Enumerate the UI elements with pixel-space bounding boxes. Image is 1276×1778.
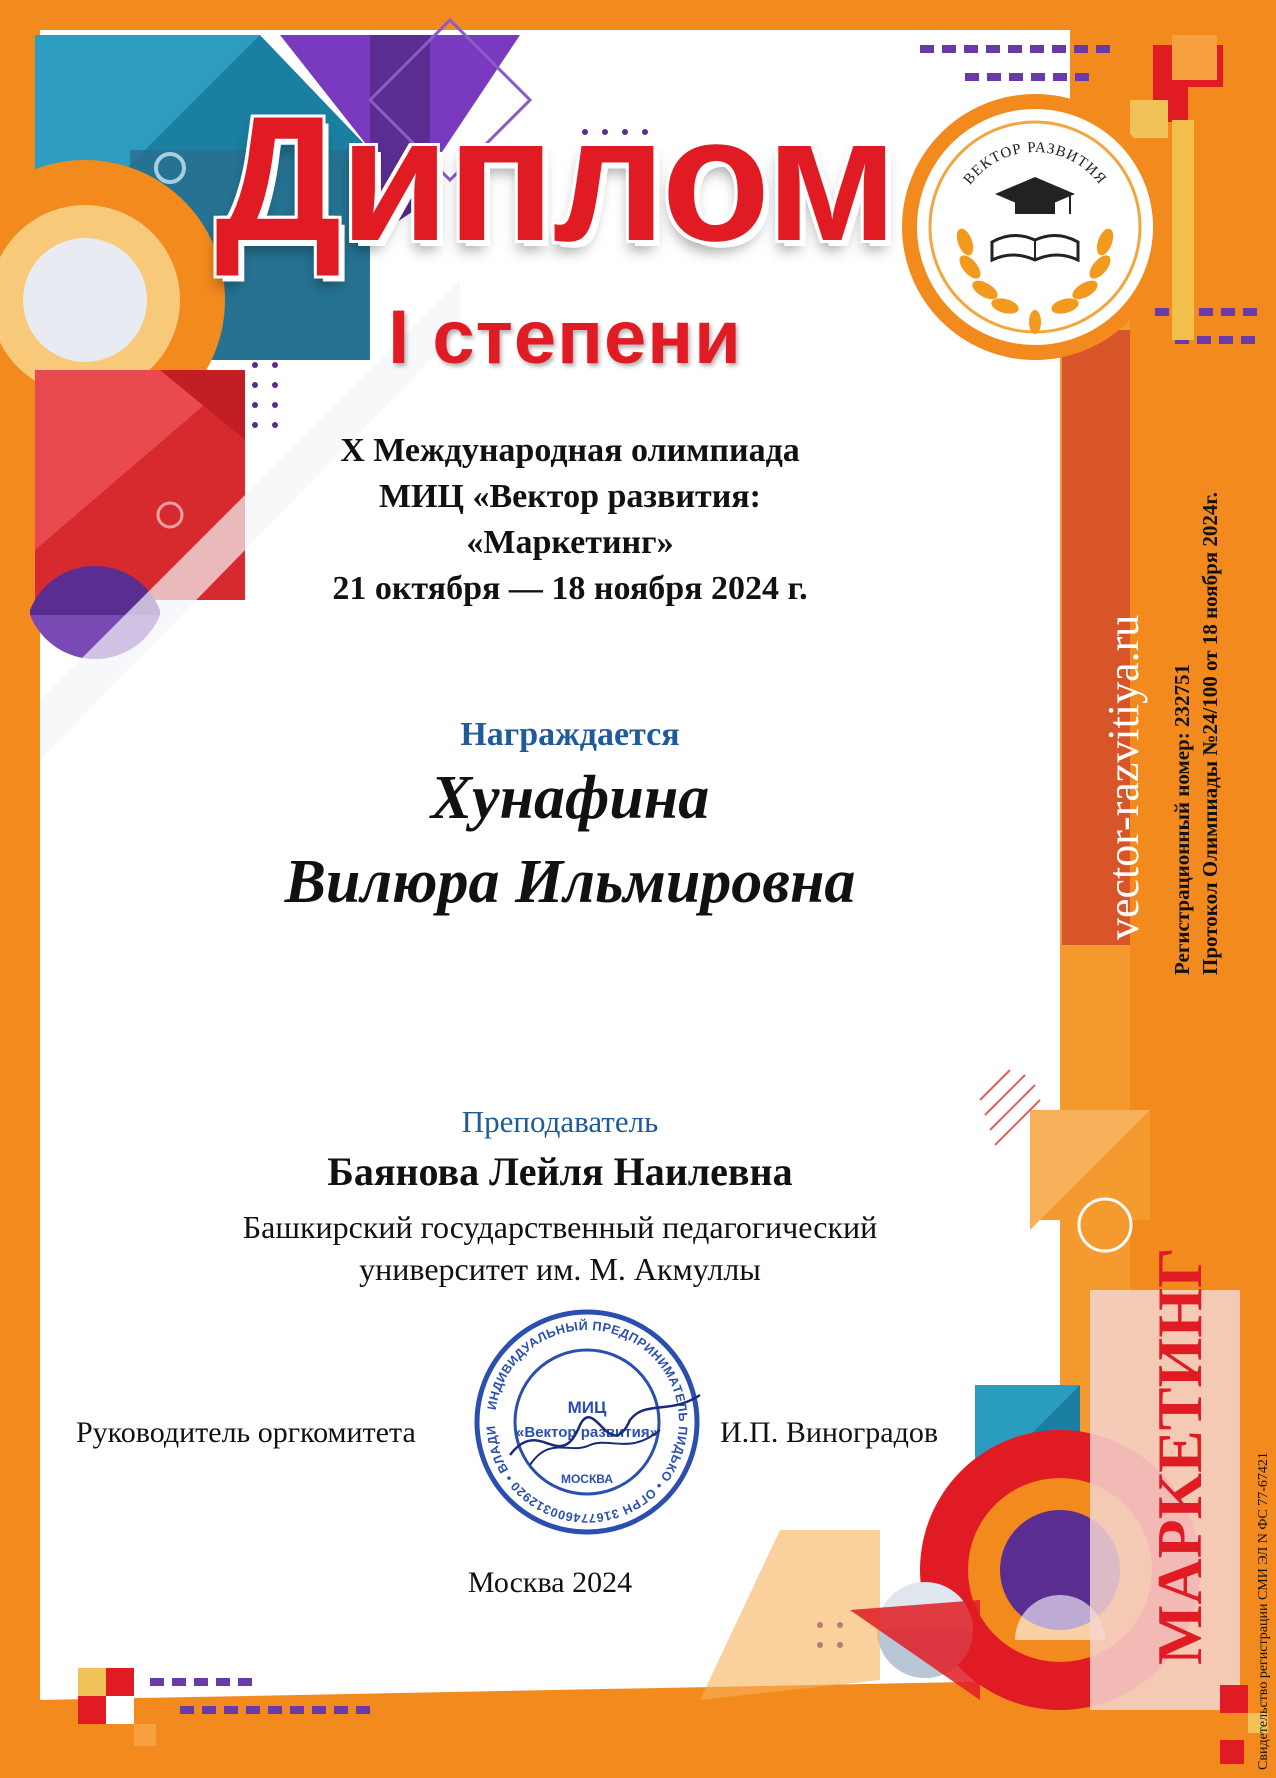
svg-text:МИЦ: МИЦ bbox=[567, 1398, 607, 1417]
registration-number: Регистрационный номер: 232751 bbox=[1170, 664, 1194, 975]
svg-text:ВЕКТОР РАЗВИТИЯ: ВЕКТОР РАЗВИТИЯ bbox=[960, 139, 1110, 188]
smi-registration: Свидетельство регистрации СМИ ЭЛ N ФС 77-67421 bbox=[1256, 1452, 1271, 1770]
subject-title: МАРКЕТИНГ bbox=[1144, 1247, 1215, 1665]
organization-stamp bbox=[470, 1305, 705, 1540]
awardee-name-line-2: Вилюра Ильмировна bbox=[284, 848, 856, 916]
olympiad-line-2: МИЦ «Вектор развития: bbox=[378, 478, 762, 515]
teacher-name: Баянова Лейля Наилевна bbox=[327, 1149, 793, 1194]
svg-text:ИНДИВИДУАЛЬНЫЙ ПРЕДПРИНИМАТЕЛЬ: ИНДИВИДУАЛЬНЫЙ ПРЕДПРИНИМАТЕЛЬ ПИДЬКО • ОГРН 316774600312920 • ВЛАДИ bbox=[483, 1318, 691, 1526]
svg-text:«Вектор развития»: «Вектор развития» bbox=[516, 1424, 658, 1441]
teacher-label: Преподаватель bbox=[461, 1104, 659, 1139]
signature-name: И.П. Виноградов bbox=[720, 1416, 938, 1449]
olympiad-line-3: «Маркетинг» bbox=[466, 524, 674, 561]
teacher-org bbox=[140, 1206, 980, 1290]
protocol-info: Протокол Олимпиады №24/100 от 18 ноября 2024г. bbox=[1198, 492, 1222, 975]
teacher-org-line-2: университет им. М. Акмуллы bbox=[359, 1251, 761, 1287]
signature-role: Руководитель оргкомитета bbox=[76, 1416, 416, 1449]
olympiad-dates: 21 октября — 18 ноября 2024 г. bbox=[332, 570, 808, 607]
website-url: vector-razvitiya.ru bbox=[1099, 614, 1148, 940]
teacher-org-line-1: Башкирский государственный педагогический bbox=[242, 1209, 878, 1245]
svg-text:МОСКВА: МОСКВА bbox=[560, 1472, 614, 1486]
olympiad-block bbox=[200, 428, 940, 612]
city-year: Москва 2024 bbox=[467, 1566, 633, 1599]
awardee-name-line-1: Хунафина bbox=[430, 764, 710, 832]
diploma-degree: I степени bbox=[388, 295, 742, 380]
olympiad-line-1: X Международная олимпиада bbox=[340, 432, 800, 469]
logo-medal bbox=[900, 92, 1170, 362]
diploma-title: Диплом bbox=[215, 79, 896, 278]
award-label: Награждается bbox=[460, 716, 680, 753]
